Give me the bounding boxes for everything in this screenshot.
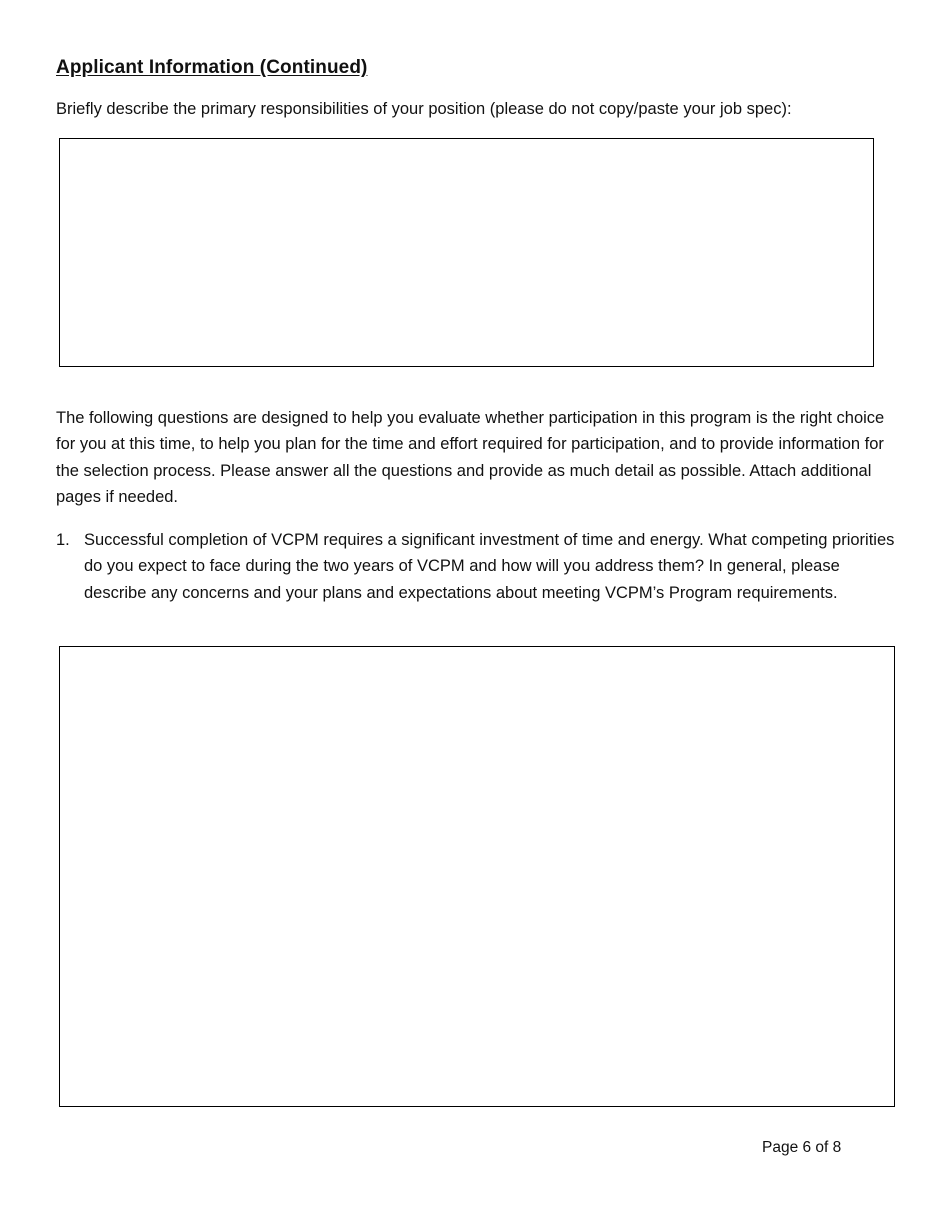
responsibilities-prompt: Briefly describe the primary responsibilities of your position (please do not copy/paste your job spec): — [56, 100, 792, 118]
questions-intro-paragraph: The following questions are designed to help you evaluate whether participation in this program is the right choice for you at this time, to help you plan for the time and effort required for participation, and to provide information for the selection process. Please answer all the questions and provide as much detail as possible. Attach additional pages if needed. — [56, 409, 885, 506]
question-1 — [56, 527, 896, 606]
section-heading: Applicant Information (Continued) — [56, 57, 368, 78]
responsibilities-answer-field[interactable] — [59, 138, 874, 367]
question-text: Successful completion of VCPM requires a significant investment of time and energy. What competing priorities do you expect to face during the two years of VCPM and how will you address them? In general, please describe any concerns and your plans and expectations about meeting VCPM’s Program requirements. — [84, 531, 895, 602]
question-1-answer-field[interactable] — [59, 646, 895, 1107]
question-number: 1. — [56, 531, 70, 549]
page-number: Page 6 of 8 — [762, 1139, 842, 1156]
